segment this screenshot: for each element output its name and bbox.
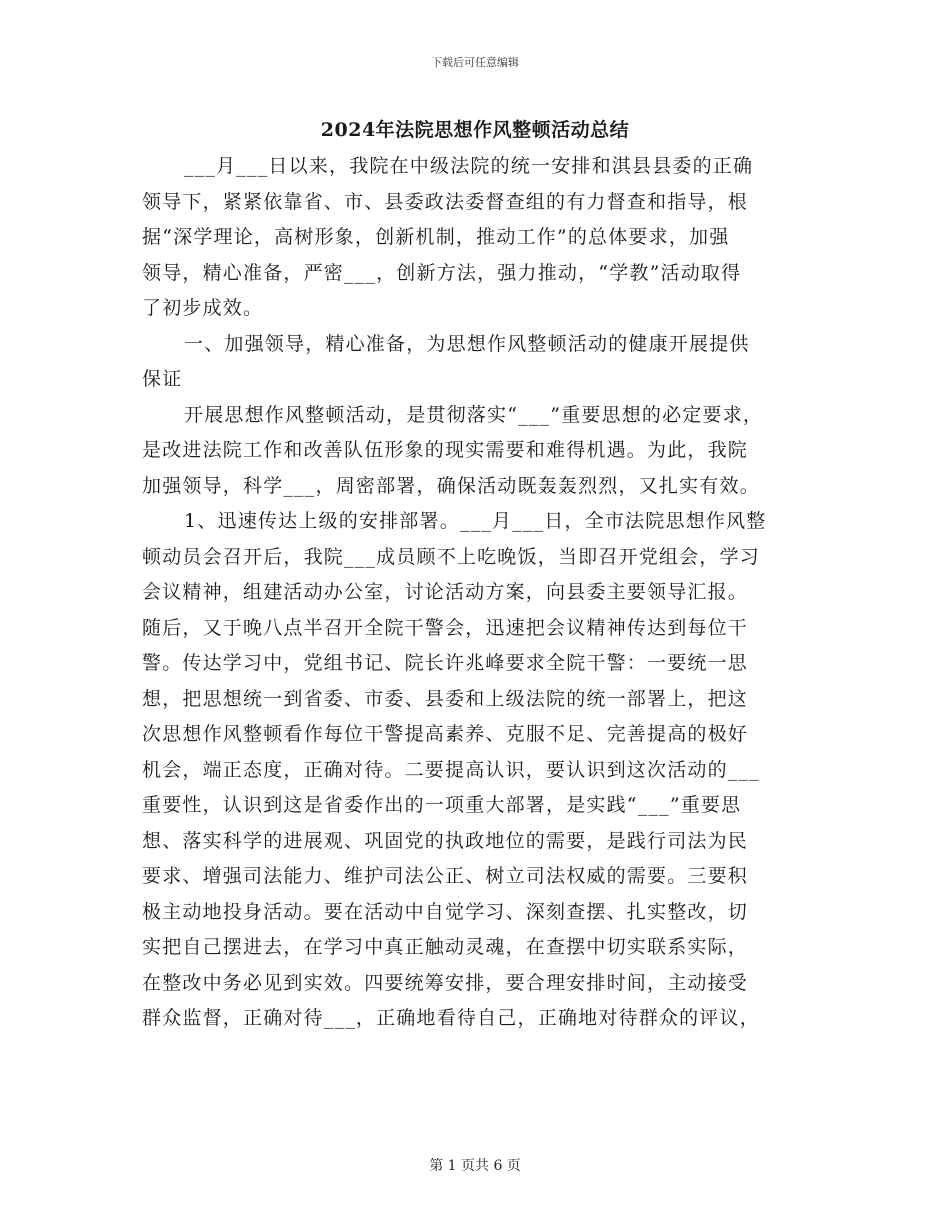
document-title: 2024年法院思想作风整顿活动总结 xyxy=(320,119,630,141)
paragraph-line: 警。传达学习中，党组书记、院长许兆峰要求全院干警：一要统一思 xyxy=(142,652,749,674)
paragraph-line: 在整改中务必见到实效。四要统筹安排，要合理安排时间，主动接受 xyxy=(142,971,749,994)
paragraph-line: 机会，端正态度，正确对待。二要提高认识，要认识到这次活动的___ xyxy=(142,758,760,781)
paragraph-line: 领导，精心准备，严密___，创新方法，强力推动，“学教”活动取得 xyxy=(142,261,742,284)
paragraph-line: 顿动员会召开后，我院___成员顾不上吃晚饭，当即召开党组会，学习 xyxy=(142,545,760,568)
section-heading-line: 一、加强领导，精心准备，为思想作风整顿活动的健康开展提供 xyxy=(184,332,750,355)
paragraph-line: ___月___日以来，我院在中级法院的统一安排和淇县县委的正确 xyxy=(184,155,754,177)
paragraph-line: 会议精神，组建活动办公室，讨论活动方案，向县委主要领导汇报。 xyxy=(142,581,749,603)
paragraph-line: 要求、增强司法能力、维护司法公正、树立司法权威的需要。三要积 xyxy=(142,865,749,887)
paragraph-line: 随后，又于晚八点半召开全院干警会，迅速把会议精神传达到每位干 xyxy=(142,616,749,639)
paragraph-line: 想、落实科学的进展观、巩固党的执政地位的需要，是践行司法为民 xyxy=(142,829,749,852)
paragraph-line: 重要性，认识到这是省委作出的一项重大部署，是实践“___”重要思 xyxy=(142,794,742,816)
paragraph-line: 1、迅速传达上级的安排部署。___月___日，全市法院思想作风整 xyxy=(184,510,767,532)
paragraph-line: 想，把思想统一到省委、市委、县委和上级法院的统一部署上，把这 xyxy=(142,687,749,710)
section-heading-line: 保证 xyxy=(142,368,183,390)
paragraph-line: 据“深学理论，高树形象，创新机制，推动工作”的总体要求，加强 xyxy=(142,226,730,248)
paragraph-line: 开展思想作风整顿活动，是贯彻落实“___”重要思想的必定要求， xyxy=(184,403,764,426)
document-body xyxy=(142,149,832,1037)
paragraph-line: 群众监督，正确对待___，正确地看待自己，正确地对待群众的评议， xyxy=(142,1007,760,1029)
paragraph-line: 领导下，紧紧依靠省、市、县委政法委督查组的有力督查和指导，根 xyxy=(142,190,749,213)
paragraph-line: 极主动地投身活动。要在活动中自觉学习、深刻查摆、扎实整改，切 xyxy=(142,900,749,923)
header-note: 下载后可任意编辑 xyxy=(431,56,519,69)
paragraph-line: 实把自己摆进去，在学习中真正触动灵魂，在查摆中切实联系实际， xyxy=(142,936,749,958)
paragraph-line: 了初步成效。 xyxy=(142,297,264,319)
paragraph-line: 加强领导，科学___，周密部署，确保活动既轰轰烈烈，又扎实有效。 xyxy=(142,474,760,497)
paragraph-line: 次思想作风整顿看作每位干警提高素养、克服不足、完善提高的极好 xyxy=(142,723,749,745)
paragraph-line: 是改进法院工作和改善队伍形象的现实需要和难得机遇。为此，我院 xyxy=(142,439,749,461)
page-footer: 第 1 页共 6 页 xyxy=(429,1158,521,1174)
